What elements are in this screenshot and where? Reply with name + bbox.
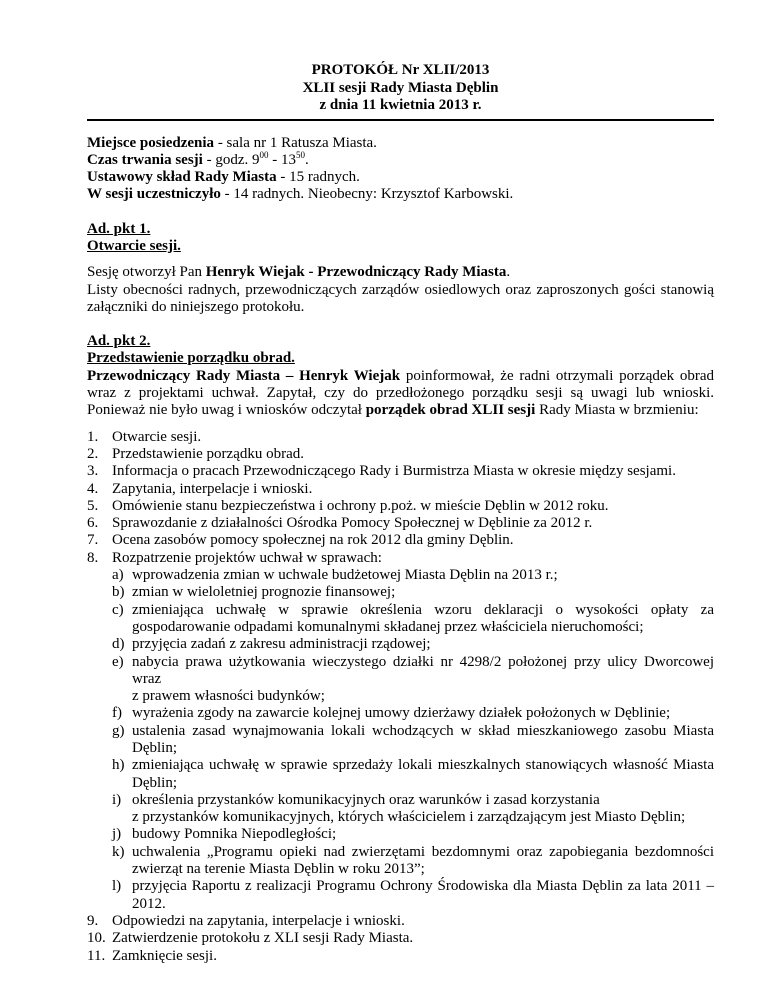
item-text: Otwarcie sesji. <box>112 428 202 445</box>
item-text: Przedstawienie porządku obrad. <box>112 445 305 462</box>
item-number: 4. <box>87 480 99 497</box>
agenda-item <box>87 481 714 498</box>
protocol-number: PROTOKÓŁ Nr XLII/2013 <box>311 62 490 78</box>
item-number: 9. <box>87 912 99 929</box>
p1-start: Sesję otworzył Pan <box>87 264 206 281</box>
item-text: Zapytania, interpelacje i wnioski. <box>112 480 313 497</box>
time-end-minutes: 50 <box>295 149 305 160</box>
header-divider <box>87 119 714 121</box>
subitem-text: uchwalenia „Programu opieki nad zwierzętami bezdomnymi oraz zapobiegania bezdomności zwierząt na terenie Miasta Dęblin w roku 2013”; <box>132 843 714 878</box>
agenda-item <box>87 463 714 480</box>
resolution-item <box>112 757 714 792</box>
resolution-item <box>112 602 714 637</box>
p2-text2: Rady Miasta w brzmieniu: <box>535 402 699 419</box>
resolution-item <box>112 567 714 584</box>
agenda-label: porządek obrad XLII sesji <box>365 402 536 419</box>
meta-composition <box>87 169 714 186</box>
item-number: 6. <box>87 515 99 532</box>
resolution-item <box>112 584 714 601</box>
subitem-letter: k) <box>112 843 125 860</box>
session-meta <box>87 135 714 204</box>
section1-title: Otwarcie sesji. <box>87 237 181 254</box>
subitem-letter: i) <box>112 791 122 808</box>
subitem-text: nabycia prawa użytkowania wieczystego działki nr 4298/2 położonej przy ulicy Dworcowej wraz <box>132 653 714 687</box>
subitem-letter: l) <box>112 878 122 895</box>
time-label: Czas trwania sesji <box>87 151 203 168</box>
p1-end: . <box>506 264 511 281</box>
section1-paragraph1 <box>87 264 714 281</box>
place-value: - sala nr 1 Ratusza Miasta. <box>214 134 377 151</box>
section1-heading <box>87 221 714 256</box>
subitem-letter: h) <box>112 757 125 774</box>
agenda-item <box>87 515 714 532</box>
subitem-text-cont: z prawem własności budynków; <box>132 688 325 705</box>
composition-value: - 15 radnych. <box>276 169 360 186</box>
subitem-text-cont: z przystanków komunikacyjnych, których właścicielem i zarządzającym jest Miasto Dęblin; <box>132 809 686 826</box>
item-number: 2. <box>87 445 99 462</box>
time-mid: - 13 <box>268 151 296 168</box>
item-text: Sprawozdanie z działalności Ośrodka Pomocy Społecznej w Dęblinie za 2012 r. <box>112 515 593 532</box>
subitem-text: zmieniająca uchwałę w sprawie określenia wzoru deklaracji o wysokości opłaty za gospodarowanie odpadami komunalnymi składanej przez właściciela nieruchomości; <box>132 601 714 635</box>
subitem-text: określenia przystanków komunikacyjnych oraz warunków i zasad korzystania <box>132 791 600 808</box>
section2-title: Przedstawienie porządku obrad. <box>87 350 295 367</box>
resolution-item <box>112 792 714 827</box>
section2-number: Ad. pkt 2. <box>87 333 151 350</box>
protocol-header <box>87 62 714 115</box>
resolution-list <box>112 567 714 913</box>
agenda-item <box>87 498 714 515</box>
item-number: 7. <box>87 532 99 549</box>
subitem-letter: c) <box>112 601 124 618</box>
item-text: Odpowiedzi na zapytania, interpelacje i wnioski. <box>112 912 405 929</box>
subitem-text: wyrażenia zgody na zawarcie kolejnej umowy dzierżawy działek położonych w Dęblinie; <box>132 705 671 722</box>
agenda-item <box>87 429 714 446</box>
subitem-letter: d) <box>112 636 125 653</box>
place-label: Miejsce posiedzenia <box>87 134 215 151</box>
meta-time <box>87 149 714 169</box>
chairman-name: Henryk Wiejak - Przewodniczący Rady Miasta <box>205 264 507 281</box>
item-text: Ocena zasobów pomocy społecznej na rok 2012 dla gminy Dęblin. <box>112 532 514 549</box>
time-end: . <box>304 151 309 168</box>
agenda-item <box>87 550 714 913</box>
subitem-text: wprowadzenia zmian w uchwale budżetowej Miasta Dęblin na 2013 r.; <box>132 567 558 584</box>
resolution-item <box>112 826 714 843</box>
item-number: 10. <box>87 930 106 947</box>
subitem-letter: j) <box>112 826 122 843</box>
session-title: XLII sesji Rady Miasta Dęblin <box>302 79 499 96</box>
resolution-item <box>112 636 714 653</box>
agenda-list <box>87 429 714 965</box>
subitem-text: przyjęcia zadań z zakresu administracji rządowej; <box>132 636 431 653</box>
agenda-item <box>87 913 714 930</box>
item-number: 5. <box>87 497 99 514</box>
item-number: 11. <box>87 947 106 964</box>
section1-number: Ad. pkt 1. <box>87 220 151 237</box>
subitem-text: budowy Pomnika Niepodległości; <box>132 826 337 843</box>
subitem-text: ustalenia zasad wynajmowania lokali wchodzących w skład mieszkaniowego zasobu Miasta Dęblin; <box>132 722 714 756</box>
item-text: Rozpatrzenie projektów uchwał w sprawach: <box>112 549 382 566</box>
subitem-letter: g) <box>112 722 125 739</box>
subitem-text: zmian w wieloletniej prognozie finansowej; <box>132 584 396 601</box>
item-text: Zamknięcie sesji. <box>112 947 217 964</box>
subitem-text: zmieniająca uchwałę w sprawie sprzedaży lokali mieszkalnych stanowiących własność Miasta Dęblin; <box>132 757 714 791</box>
item-number: 8. <box>87 549 99 566</box>
section1-paragraph2: Listy obecności radnych, przewodniczących zarządów osiedlowych oraz zaproszonych gości stanowią załączniki do niniejszego protokołu. <box>87 281 714 315</box>
agenda-item <box>87 948 714 965</box>
item-text: Zatwierdzenie protokołu z XLI sesji Rady Miasta. <box>112 930 414 947</box>
session-date: z dnia 11 kwietnia 2013 r. <box>319 97 482 113</box>
subitem-letter: f) <box>112 705 122 722</box>
p2-text1: poinformował, że radni otrzymali porządek obrad wraz z projektami uchwał. Zapytał, czy do przedłożonego porządku sesji są uwagi lub wnioski. Ponieważ nie było uwag i wniosków odczytał <box>87 367 714 419</box>
meta-attendance <box>87 186 714 203</box>
chairman-label: Przewodniczący Rady Miasta – Henryk Wiejak <box>87 367 401 384</box>
item-number: 1. <box>87 428 99 445</box>
resolution-item <box>112 878 714 913</box>
resolution-item <box>112 705 714 722</box>
time-prefix: - godz. 9 <box>202 151 260 168</box>
time-start-minutes: 00 <box>259 149 269 160</box>
meta-place <box>87 135 714 152</box>
item-number: 3. <box>87 463 99 480</box>
document-page <box>87 0 714 965</box>
agenda-item <box>87 446 714 463</box>
subitem-letter: e) <box>112 653 124 670</box>
section2-heading <box>87 333 714 368</box>
item-text: Informacja o pracach Przewodniczącego Rady i Burmistrza Miasta w okresie między sesjami. <box>112 463 676 480</box>
resolution-item <box>112 844 714 879</box>
resolution-item <box>112 654 714 706</box>
section2-paragraph <box>87 368 714 420</box>
agenda-item <box>87 532 714 549</box>
subitem-text: przyjęcia Raportu z realizacji Programu Ochrony Środowiska dla Miasta Dęblin za lata 2011 – 2012. <box>132 878 714 912</box>
resolution-item <box>112 723 714 758</box>
subitem-letter: a) <box>112 567 124 584</box>
subitem-letter: b) <box>112 584 125 601</box>
agenda-item <box>87 930 714 947</box>
attendance-value: - 14 radnych. Nieobecny: Krzysztof Karbowski. <box>220 186 514 203</box>
item-text: Omówienie stanu bezpieczeństwa i ochrony p.poż. w mieście Dęblin w 2012 roku. <box>112 497 609 514</box>
composition-label: Ustawowy skład Rady Miasta <box>87 169 277 186</box>
attendance-label: W sesji uczestniczyło <box>87 186 221 203</box>
